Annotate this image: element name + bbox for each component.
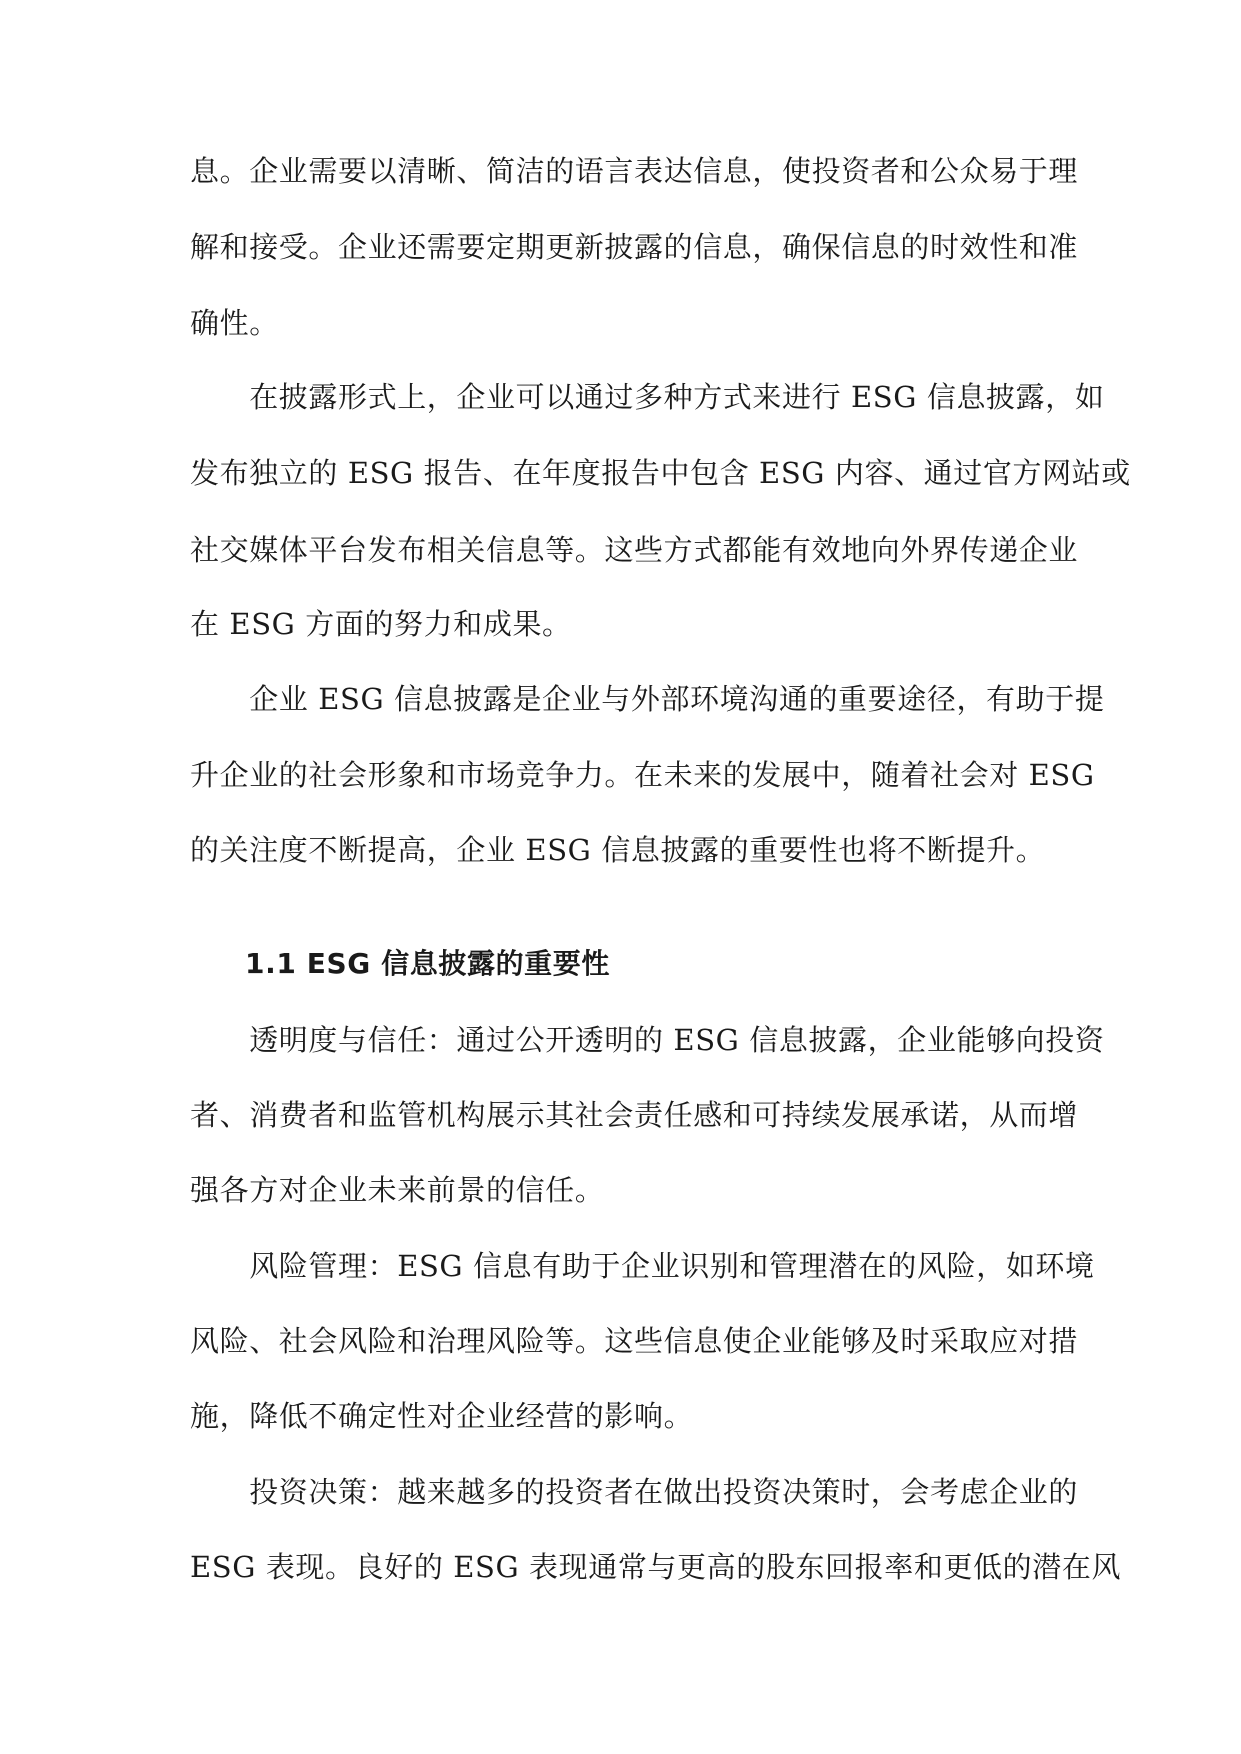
section-heading: 1.1 ESG 信息披露的重要性	[245, 947, 610, 980]
paragraph-line: 风险管理：ESG 信息有助于企业识别和管理潜在的风险，如环境	[190, 1249, 1095, 1283]
paragraph-line: 升企业的社会形象和市场竞争力。在未来的发展中，随着社会对 ESG	[190, 758, 1095, 792]
paragraph-line: 强各方对企业未来前景的信任。	[190, 1173, 605, 1207]
paragraph-line: 社交媒体平台发布相关信息等。这些方式都能有效地向外界传递企业	[190, 533, 1079, 567]
paragraph-line: 在 ESG 方面的努力和成果。	[190, 607, 572, 641]
paragraph-line: 风险、社会风险和治理风险等。这些信息使企业能够及时采取应对措	[190, 1324, 1079, 1358]
paragraph-line: 在披露形式上，企业可以通过多种方式来进行 ESG 信息披露，如	[190, 380, 1105, 414]
paragraph-line: 确性。	[190, 306, 279, 340]
paragraph-line: 施，降低不确定性对企业经营的影响。	[190, 1399, 694, 1433]
paragraph-line: 透明度与信任：通过公开透明的 ESG 信息披露，企业能够向投资	[190, 1023, 1105, 1057]
paragraph-line: 的关注度不断提高，企业 ESG 信息披露的重要性也将不断提升。	[190, 833, 1046, 867]
paragraph-line: 发布独立的 ESG 报告、在年度报告中包含 ESG 内容、通过官方网站或	[190, 456, 1131, 490]
paragraph-line: 企业 ESG 信息披露是企业与外部环境沟通的重要途径，有助于提	[190, 682, 1105, 716]
paragraph-line: 息。企业需要以清晰、简洁的语言表达信息，使投资者和公众易于理	[190, 154, 1079, 188]
paragraph-line: ESG 表现。良好的 ESG 表现通常与更高的股东回报率和更低的潜在风	[190, 1550, 1122, 1584]
paragraph-line: 解和接受。企业还需要定期更新披露的信息，确保信息的时效性和准	[190, 230, 1079, 264]
paragraph-line: 者、消费者和监管机构展示其社会责任感和可持续发展承诺，从而增	[190, 1098, 1079, 1132]
paragraph-line: 投资决策：越来越多的投资者在做出投资决策时，会考虑企业的	[190, 1475, 1079, 1509]
